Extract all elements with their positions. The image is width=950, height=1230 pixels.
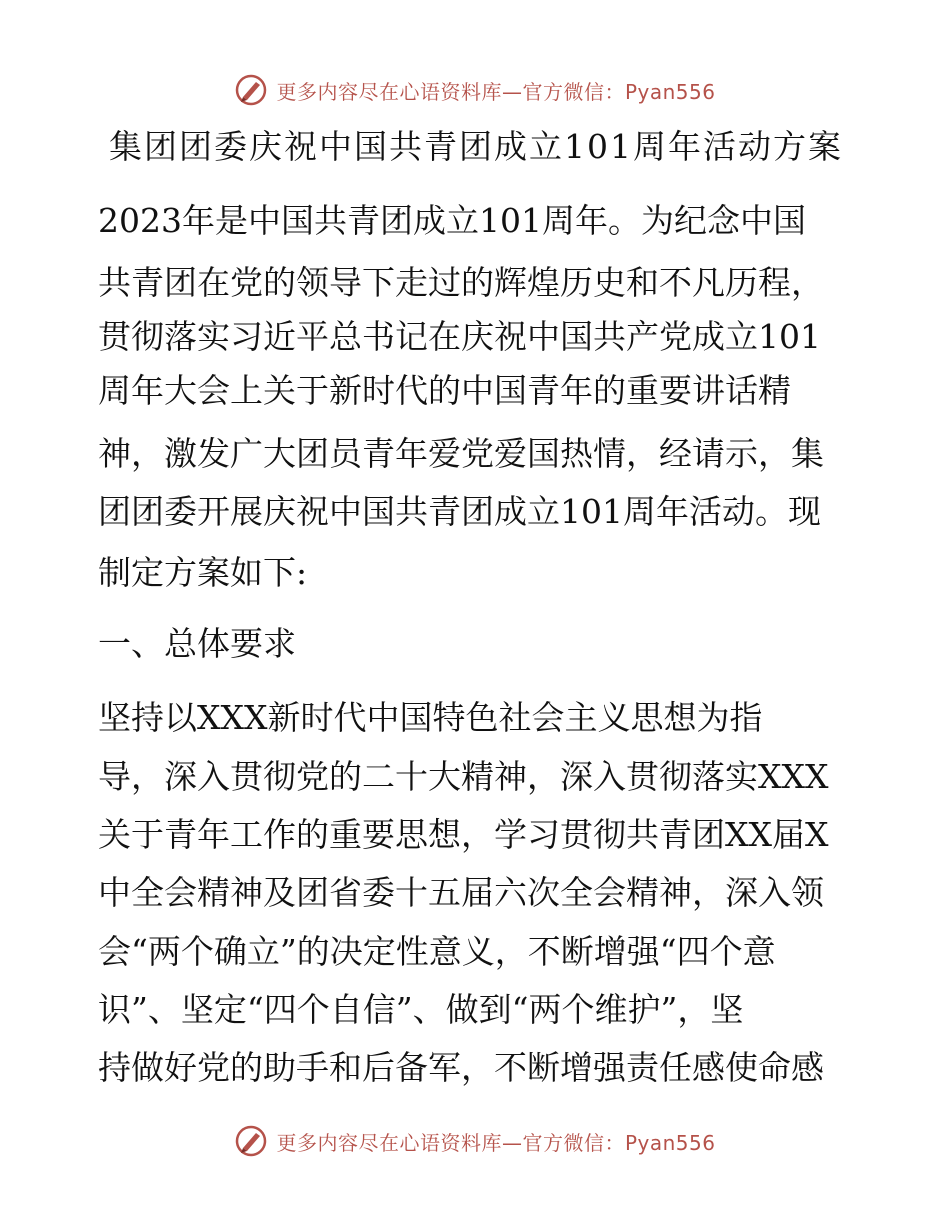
header-watermark xyxy=(0,70,950,110)
body-line: 神，激发广大团员青年爱党爱国热情，经请示，集 xyxy=(98,434,824,473)
body-line: 关于青年工作的重要思想，学习贯彻共青团XX届X xyxy=(98,815,829,854)
body-line: 制定方案如下: xyxy=(98,553,308,592)
body-line: 团团委开展庆祝中国共青团成立101周年活动。现 xyxy=(98,492,821,531)
body-line: 周年大会上关于新时代的中国青年的重要讲话精 xyxy=(98,371,791,410)
section-heading: 一、总体要求 xyxy=(98,624,296,663)
pen-logo-icon xyxy=(234,1124,268,1158)
body-line: 会“两个确立”的决定性意义，不断增强“四个意 xyxy=(98,932,776,971)
pen-logo-icon xyxy=(234,73,268,107)
body-line: 共青团在党的领导下走过的辉煌历史和不凡历程， xyxy=(98,263,824,302)
body-line: 导，深入贯彻党的二十大精神，深入贯彻落实XXX xyxy=(98,757,829,796)
body-line: 中全会精神及团省委十五届六次全会精神，深入领 xyxy=(98,873,824,912)
body-line: 识”、坚定“四个自信”、做到“两个维护”，坚 xyxy=(98,990,744,1029)
watermark-text: 更多内容尽在心语资料库—官方微信：Pyan556 xyxy=(276,79,716,104)
body-line: 坚持以XXX新时代中国特色社会主义思想为指 xyxy=(98,698,763,737)
footer-watermark xyxy=(0,1121,950,1161)
watermark-text: 更多内容尽在心语资料库—官方微信：Pyan556 xyxy=(276,1130,716,1155)
body-line: 2023年是中国共青团成立101周年。为纪念中国 xyxy=(98,201,806,240)
body-line: 持做好党的助手和后备军，不断增强责任感使命感 xyxy=(98,1048,824,1087)
document-title: 集团团委庆祝中国共青团成立101周年活动方案 xyxy=(109,127,843,166)
body-line: 贯彻落实习近平总书记在庆祝中国共产党成立101 xyxy=(98,317,821,356)
